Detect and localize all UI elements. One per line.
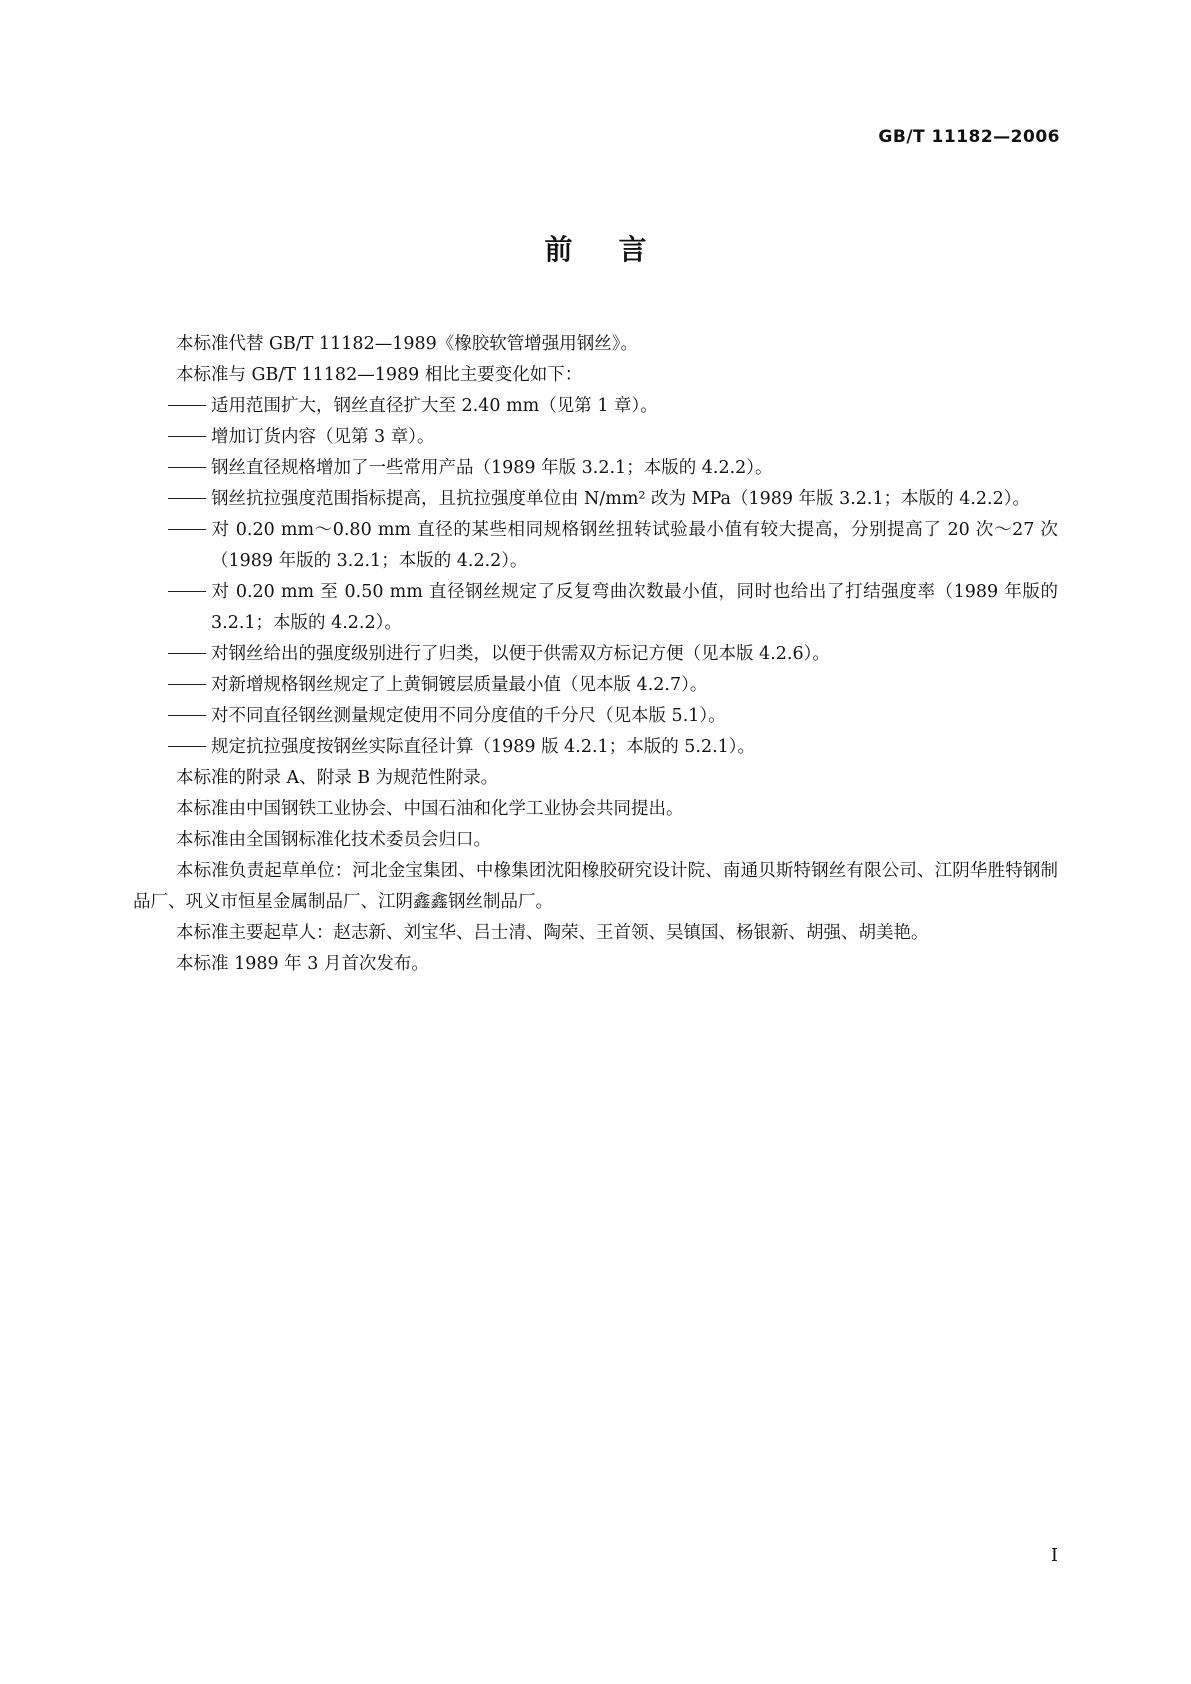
paragraph: 本标准的附录 A、附录 B 为规范性附录。 xyxy=(176,768,499,788)
change-item: 钢丝抗拉强度范围指标提高，且抗拉强度单位由 N/mm² 改为 MPa（1989 年版 3.2.1；本版的 4.2.2）。 xyxy=(133,484,1058,515)
paragraph: 本标准 1989 年 3 月首次发布。 xyxy=(176,954,429,974)
dash-mark xyxy=(168,484,211,515)
paragraph: 本标准主要起草人：赵志新、刘宝华、吕士清、陶荣、王首领、吴镇国、杨银新、胡强、胡美艳。 xyxy=(176,923,929,943)
change-item: 对新增规格钢丝规定了上黄铜镀层质量最小值（见本版 4.2.7）。 xyxy=(133,670,1058,701)
dash-mark xyxy=(168,577,211,608)
dash-mark xyxy=(168,391,211,422)
paragraph: 本标准与 GB/T 11182—1989 相比主要变化如下： xyxy=(176,365,583,385)
dash-mark xyxy=(168,670,211,701)
change-item: 对不同直径钢丝测量规定使用不同分度值的千分尺（见本版 5.1）。 xyxy=(133,701,1058,732)
change-item: 增加订货内容（见第 3 章）。 xyxy=(133,422,1058,453)
page-number: I xyxy=(1050,1545,1058,1566)
change-item: 规定抗拉强度按钢丝实际直径计算（1989 版 4.2.1；本版的 5.2.1）。 xyxy=(133,732,1058,763)
dash-mark xyxy=(168,732,211,763)
paragraph: 本标准负责起草单位：河北金宝集团、中橡集团沈阳橡胶研究设计院、南通贝斯特钢丝有限公司、江阴华胜特钢制品厂、巩义市恒星金属制品厂、江阴鑫鑫钢丝制品厂。 xyxy=(133,861,1058,912)
paragraph: 本标准由全国钢标准化技术委员会归口。 xyxy=(176,830,491,850)
dash-mark xyxy=(168,453,211,484)
change-item: 对 0.20 mm～0.80 mm 直径的某些相同规格钢丝扭转试验最小值有较大提高，分别提高了 20 次～27 次（1989 年版的 3.2.1；本版的 4.2.2）。 xyxy=(133,515,1058,577)
standard-code: GB/T 11182—2006 xyxy=(878,127,1060,147)
dash-mark xyxy=(168,639,211,670)
change-item: 钢丝直径规格增加了一些常用产品（1989 年版 3.2.1；本版的 4.2.2）。 xyxy=(133,453,1058,484)
dash-mark xyxy=(168,422,211,453)
page-title: 前言 xyxy=(544,233,693,266)
dash-mark xyxy=(168,701,211,732)
change-item: 对 0.20 mm 至 0.50 mm 直径钢丝规定了反复弯曲次数最小值，同时也给出了打结强度率（1989 年版的 3.2.1；本版的 4.2.2）。 xyxy=(133,577,1058,639)
dash-mark xyxy=(168,515,211,546)
preface-body xyxy=(133,329,1058,980)
paragraph: 本标准代替 GB/T 11182—1989《橡胶软管增强用钢丝》。 xyxy=(176,334,638,354)
change-item: 对钢丝给出的强度级别进行了归类，以便于供需双方标记方便（见本版 4.2.6）。 xyxy=(133,639,1058,670)
change-item: 适用范围扩大，钢丝直径扩大至 2.40 mm（见第 1 章）。 xyxy=(133,391,1058,422)
paragraph: 本标准由中国钢铁工业协会、中国石油和化学工业协会共同提出。 xyxy=(176,799,684,819)
